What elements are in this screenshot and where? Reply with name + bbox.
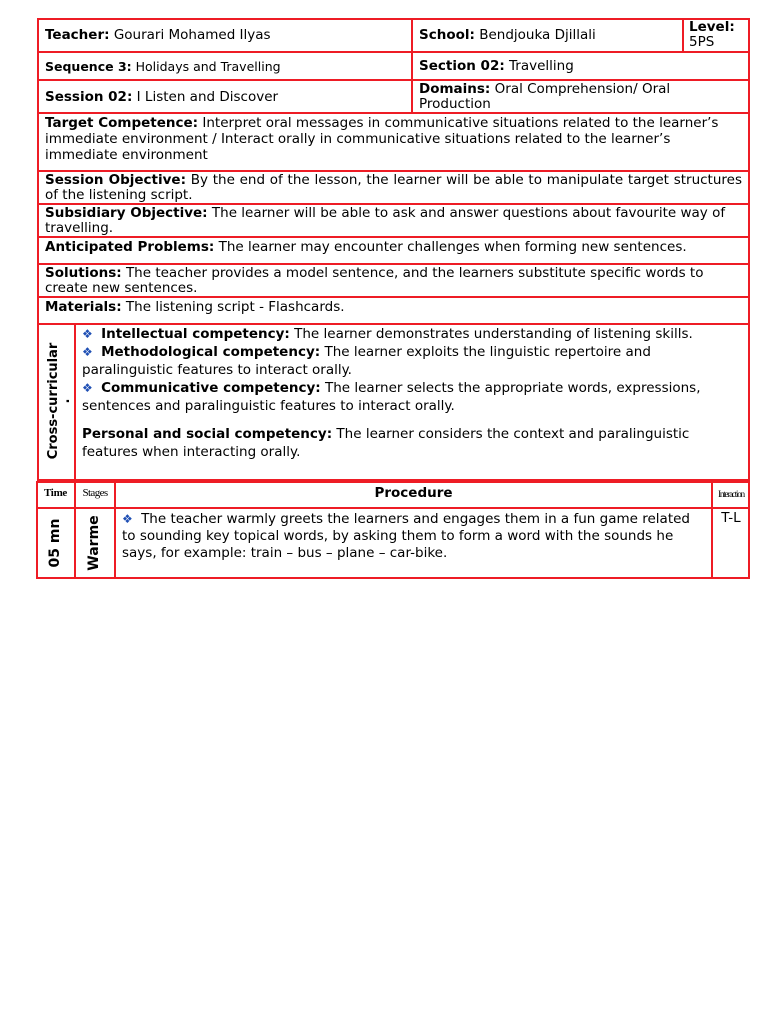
solutions-value: The teacher provides a model sentence, and the learners substitute specific words to create new sentences. bbox=[45, 265, 704, 296]
row-stage: Warme bbox=[86, 515, 102, 571]
target-competence bbox=[39, 113, 748, 169]
target-value: Interpret oral messages in communicative situations related to the learner’s immediate environment / Interact orally in communicative situations related to the learner’s immediate environment bbox=[45, 115, 719, 163]
col-stages-header: Stages bbox=[82, 487, 108, 499]
subsidiary-objective bbox=[39, 204, 748, 236]
col-time-header: Time bbox=[43, 487, 68, 499]
col-procedure-header: Procedure bbox=[374, 485, 453, 501]
teacher-cell bbox=[39, 25, 411, 49]
materials bbox=[39, 297, 748, 322]
sequence-label: Sequence 3: bbox=[45, 59, 132, 74]
sequence-value: Holidays and Travelling bbox=[135, 59, 281, 74]
interaction-value: T-L bbox=[721, 510, 741, 526]
level-cell bbox=[684, 19, 748, 51]
cross-curricular-dot: . bbox=[58, 398, 73, 404]
problems-value: The learner may encounter challenges when forming new sentences. bbox=[218, 239, 687, 255]
session-cell bbox=[39, 87, 411, 111]
competency-personal: Personal and social competency: The learner considers the context and paralinguistic features when interacting orally. bbox=[82, 426, 690, 460]
level-value: 5PS bbox=[689, 34, 715, 50]
subsidiary-label: Subsidiary Objective: bbox=[45, 205, 208, 221]
objective-label: Session Objective: bbox=[45, 172, 186, 188]
diamond-bullet-icon: ❖ bbox=[122, 512, 133, 526]
school-value: Bendjouka Djillali bbox=[479, 27, 596, 43]
diamond-bullet-icon: ❖ bbox=[82, 345, 93, 359]
domains-cell bbox=[413, 80, 748, 112]
solutions bbox=[39, 264, 748, 296]
level-label: Level: bbox=[689, 19, 735, 35]
school-cell bbox=[413, 25, 681, 49]
section-label: Section 02: bbox=[419, 58, 505, 74]
procedure-text: ❖ The teacher warmly greets the learners and engages them in a fun game related to sounding key topical words, by asking them to form a word with the sounds he says, for example: train – bus – plane – car-bike. bbox=[122, 511, 690, 561]
competency-intellectual: ❖ Intellectual competency: The learner demonstrates understanding of listening skills. bbox=[82, 326, 693, 342]
session-objective bbox=[39, 171, 748, 203]
solutions-label: Solutions: bbox=[45, 265, 122, 281]
row-time: 05 mn bbox=[47, 518, 63, 568]
session-label: Session 02: bbox=[45, 89, 133, 105]
domains-value: Oral Comprehension/ Oral Production bbox=[419, 81, 671, 112]
materials-label: Materials: bbox=[45, 299, 122, 315]
school-label: School: bbox=[419, 27, 475, 43]
col-interaction-header: Interaction bbox=[718, 489, 744, 499]
competencies bbox=[76, 324, 748, 479]
section-value: Travelling bbox=[509, 58, 574, 74]
divider bbox=[37, 51, 750, 53]
session-value: I Listen and Discover bbox=[136, 89, 279, 105]
teacher-value: Gourari Mohamed Ilyas bbox=[113, 27, 271, 43]
teacher-label: Teacher: bbox=[45, 27, 110, 43]
cross-curricular-label: Cross-curricular bbox=[46, 342, 61, 460]
problems-label: Anticipated Problems: bbox=[45, 239, 215, 255]
section-cell bbox=[413, 56, 748, 78]
anticipated-problems bbox=[39, 237, 748, 262]
competency-methodological: ❖ Methodological competency: The learner exploits the linguistic repertoire and paralinguistic features to interact orally. bbox=[82, 344, 651, 378]
diamond-bullet-icon: ❖ bbox=[82, 327, 93, 341]
objective-value: By the end of the lesson, the learner will be able to manipulate target structures of the listening script. bbox=[45, 172, 743, 203]
subsidiary-value: The learner will be able to ask and answer questions about favourite way of travelling. bbox=[45, 205, 726, 236]
domains-label: Domains: bbox=[419, 81, 491, 97]
sequence-cell bbox=[39, 57, 411, 79]
diamond-bullet-icon: ❖ bbox=[82, 381, 93, 395]
materials-value: The listening script - Flashcards. bbox=[125, 299, 345, 315]
competency-communicative: ❖ Communicative competency: The learner selects the appropriate words, expressions, sentences and paralinguistic features to interact orally. bbox=[82, 380, 701, 414]
target-label: Target Competence: bbox=[45, 115, 199, 131]
